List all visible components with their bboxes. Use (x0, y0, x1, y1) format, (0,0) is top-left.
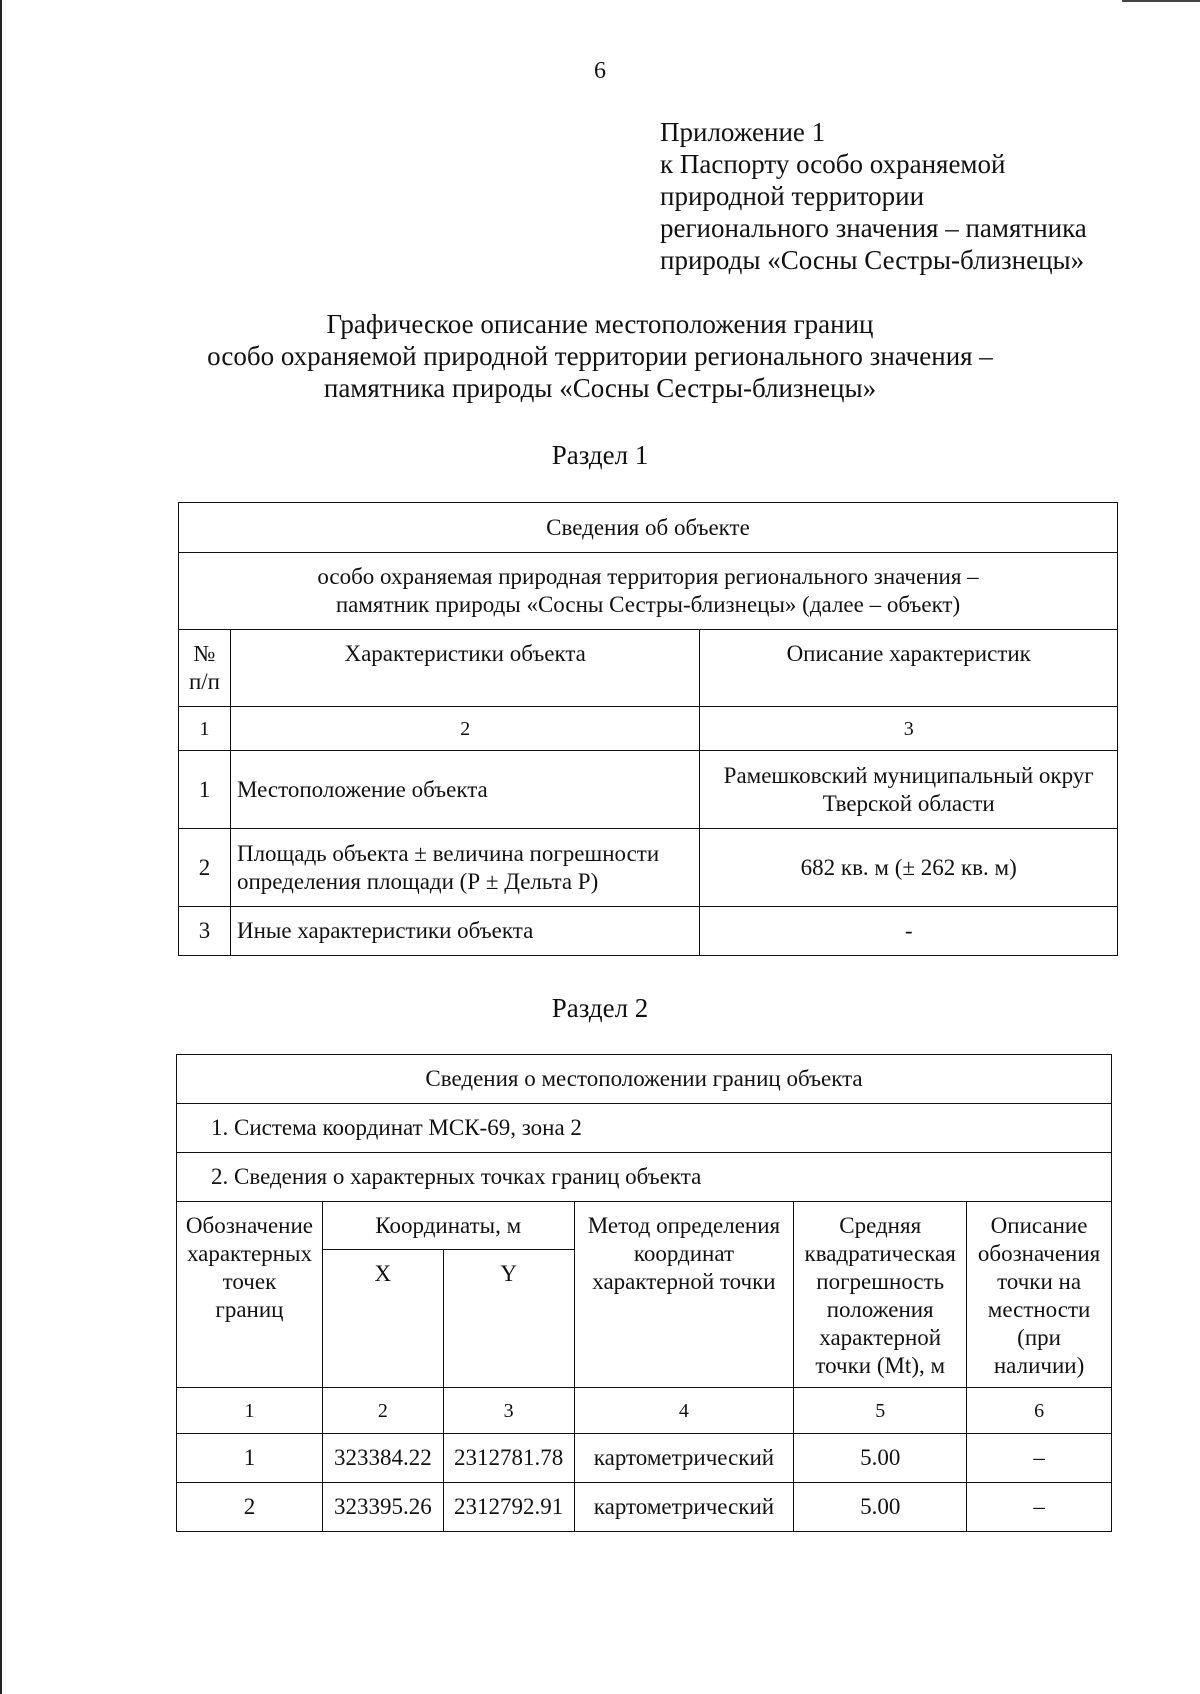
point-description: – (967, 1483, 1112, 1532)
object-description (179, 553, 1118, 630)
row-description: 682 кв. м (± 262 кв. м) (700, 829, 1118, 907)
header-line: обозначения (977, 1241, 1101, 1266)
header-line: границ (215, 1297, 284, 1322)
object-description-line: памятник природы «Сосны Сестры-близнецы» (далее – объект) (335, 592, 961, 617)
row-characteristic: Иные характеристики объекта (230, 907, 699, 956)
point-description: – (967, 1434, 1112, 1483)
column-number: 1 (177, 1388, 323, 1434)
header-line: квадратическая (804, 1241, 956, 1266)
column-number: 1 (179, 707, 231, 751)
column-header-num-line: п/п (188, 669, 220, 694)
row-characteristic (230, 829, 699, 907)
object-info-table (178, 502, 1118, 956)
appendix-line: природы «Сосны Сестры-близнецы» (660, 245, 1085, 275)
column-header-coordinates: Координаты, м (322, 1202, 574, 1250)
point-method: картометрический (574, 1483, 794, 1532)
point-x: 323384.22 (322, 1434, 443, 1483)
header-line: Метод определения (587, 1213, 781, 1238)
coordinate-system: 1. Система координат МСК-69, зона 2 (177, 1104, 1112, 1153)
point-id: 2 (177, 1483, 323, 1532)
row-description-line: Тверской области (822, 790, 995, 816)
point-x: 323395.26 (322, 1483, 443, 1532)
section2-heading: Раздел 2 (551, 993, 649, 1023)
table-row (179, 751, 1118, 829)
column-header-characteristic: Характеристики объекта (230, 630, 699, 707)
column-header-method (574, 1202, 794, 1388)
scan-border-top (1122, 0, 1200, 2)
header-line: местности (987, 1297, 1091, 1322)
header-line: точки (Mt), м (815, 1353, 946, 1378)
column-header-designation (177, 1202, 323, 1388)
title-line: Графическое описание местоположения границ (326, 309, 874, 339)
row-description: - (700, 907, 1118, 956)
header-line: характерной точки (592, 1269, 776, 1294)
header-line: характерной (819, 1325, 942, 1350)
column-header-error (794, 1202, 967, 1388)
row-characteristic: Местоположение объекта (230, 751, 699, 829)
point-method: картометрический (574, 1434, 794, 1483)
header-line: Обозначение (185, 1213, 313, 1238)
table-row (179, 907, 1118, 956)
column-header-num-line: № (193, 641, 216, 666)
table-row (177, 1483, 1112, 1532)
scan-border-left (0, 0, 2, 1694)
point-y: 2312792.91 (443, 1483, 574, 1532)
column-number: 4 (574, 1388, 794, 1434)
row-characteristic-line: определения площади (Р ± Дельта Р) (236, 868, 599, 894)
header-line: точек (222, 1269, 277, 1294)
column-header-y: Y (443, 1250, 574, 1388)
row-description-line: Рамешковский муниципальный округ (723, 762, 1094, 788)
object-description-line: особо охраняемая природная территория регионального значения – (317, 564, 979, 589)
column-header-description: Описание характеристик (700, 630, 1118, 707)
point-error: 5.00 (794, 1434, 967, 1483)
header-line: координат (633, 1241, 735, 1266)
row-number: 1 (179, 751, 231, 829)
boundary-points-table (176, 1054, 1112, 1532)
header-line: погрешность (816, 1269, 945, 1294)
title-line: памятника природы «Сосны Сестры-близнецы» (323, 373, 877, 403)
column-header-point-description (967, 1202, 1112, 1388)
table-title: Сведения о местоположении границ объекта (177, 1055, 1112, 1104)
column-number: 3 (700, 707, 1118, 751)
column-header-num (179, 630, 231, 707)
appendix-line: Приложение 1 (660, 117, 826, 147)
point-id: 1 (177, 1434, 323, 1483)
column-number: 2 (230, 707, 699, 751)
point-error: 5.00 (794, 1483, 967, 1532)
points-title: 2. Сведения о характерных точках границ объекта (177, 1153, 1112, 1202)
table-title: Сведения об объекте (179, 503, 1118, 553)
header-line: положения (826, 1297, 934, 1322)
table-row (179, 829, 1118, 907)
header-line: Средняя (839, 1213, 922, 1238)
appendix-header (660, 116, 1160, 276)
appendix-line: регионального значения – памятника (660, 213, 1087, 243)
section1-heading: Раздел 1 (551, 440, 649, 470)
row-number: 2 (179, 829, 231, 907)
document-title (0, 308, 1200, 404)
column-header-x: X (322, 1250, 443, 1388)
header-line: точки на (997, 1269, 1082, 1294)
point-y: 2312781.78 (443, 1434, 574, 1483)
header-line: наличии) (993, 1353, 1085, 1378)
row-number: 3 (179, 907, 231, 956)
appendix-line: природной территории (660, 181, 925, 211)
row-characteristic-line: Площадь объекта ± величина погрешности (236, 840, 660, 866)
row-description (700, 751, 1118, 829)
page-number: 6 (594, 58, 606, 84)
header-line: характерных (186, 1241, 312, 1266)
column-number: 5 (794, 1388, 967, 1434)
column-number: 3 (443, 1388, 574, 1434)
appendix-line: к Паспорту особо охраняемой (660, 149, 1006, 179)
header-line: Описание (990, 1213, 1088, 1238)
title-line: особо охраняемой природной территории регионального значения – (207, 341, 993, 371)
column-number: 2 (322, 1388, 443, 1434)
column-number: 6 (967, 1388, 1112, 1434)
header-line: (при (1017, 1325, 1061, 1350)
table-row (177, 1434, 1112, 1483)
